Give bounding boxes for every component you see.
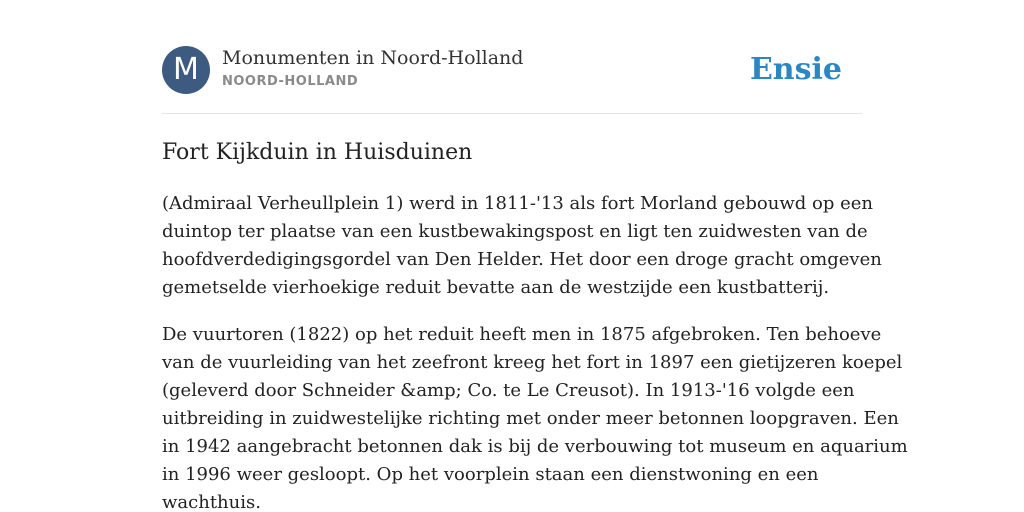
divider	[162, 113, 862, 114]
paragraph-line: in 1942 aangebracht betonnen dak is bij de verbouwing tot museum en aquarium	[162, 436, 908, 457]
paragraph-line: uitbreiding in zuidwestelijke richting met onder meer betonnen loopgraven. Een	[162, 408, 899, 429]
paragraph-line: wachthuis.	[162, 492, 261, 512]
paragraph-line: (Admiraal Verheullplein 1) werd in 1811-'13 als fort Morland gebouwd op een	[162, 193, 873, 214]
avatar[interactable]: M	[162, 46, 210, 94]
paragraph-line: van de vuurleiding van het zeefront kreeg het fort in 1897 een gietijzeren koepel	[162, 352, 903, 373]
paragraph-line: in 1996 weer gesloopt. Op het voorplein staan een dienstwoning en een	[162, 464, 819, 485]
paragraph-line: hoofdverdedigingsgordel van Den Helder. Het door een droge gracht omgeven	[162, 249, 882, 270]
site-subtitle[interactable]: NOORD-HOLLAND	[222, 74, 359, 89]
header	[162, 46, 862, 96]
paragraph-2	[162, 321, 908, 512]
paragraph-1	[162, 190, 882, 302]
article-title: Fort Kijkduin in Huisduinen	[162, 140, 473, 165]
paragraph-line: (geleverd door Schneider &amp; Co. te Le Creusot). In 1913-'16 volgde een	[162, 380, 855, 401]
article-body	[162, 190, 908, 512]
paragraph-line: duintop ter plaatse van een kustbewakingspost en ligt ten zuidwesten van de	[162, 221, 868, 242]
paragraph-line: gemetselde vierhoekige reduit bevatte aan de westzijde een kustbatterij.	[162, 277, 830, 298]
site-title[interactable]: Monumenten in Noord-Holland	[222, 47, 524, 69]
paragraph-line: De vuurtoren (1822) op het reduit heeft men in 1875 afgebroken. Ten behoeve	[162, 324, 882, 345]
brand-logo[interactable]: Ensie	[749, 52, 842, 87]
